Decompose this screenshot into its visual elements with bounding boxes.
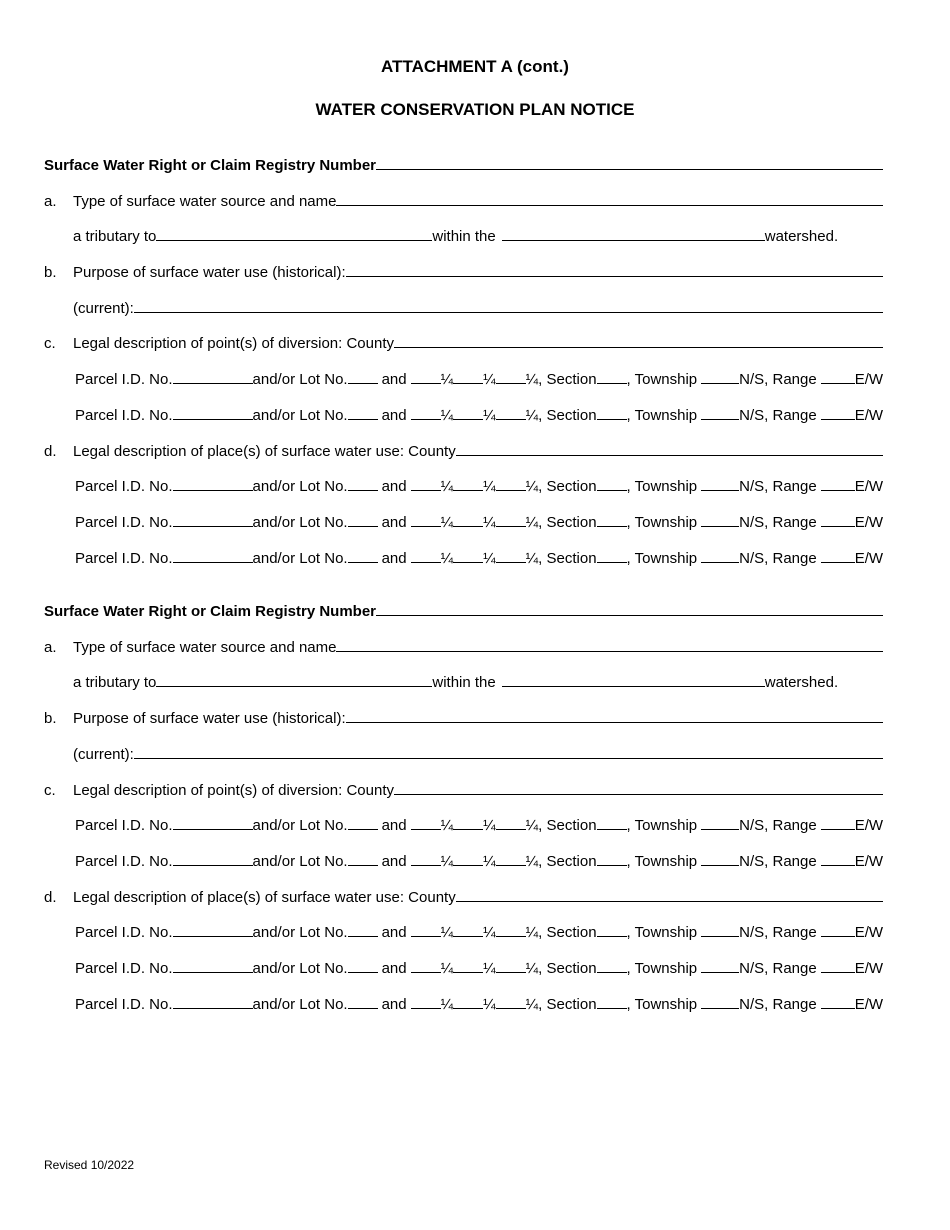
parcel-id-field[interactable] [173,816,253,830]
section-label: ¼, Section [525,996,597,1013]
current-label: (current): [73,300,134,317]
and-label: and [381,514,407,531]
quarter-field-3[interactable] [496,995,526,1009]
section-field[interactable] [597,549,627,563]
registry-number-field[interactable] [376,156,883,170]
parcel-id-label: Parcel I.D. No. [75,924,173,941]
township-label: , Township [626,924,698,941]
township-field[interactable] [701,816,739,830]
section-field[interactable] [597,513,627,527]
page-subtitle: WATER CONSERVATION PLAN NOTICE [315,100,635,119]
parcel-row [75,477,906,496]
current-row [73,299,883,318]
section-label: ¼, Section [525,817,597,834]
lot-label: and/or Lot No. [252,996,348,1013]
township-field[interactable] [701,995,739,1009]
quarter-field-3[interactable] [496,959,526,973]
within-label: within the [432,674,496,691]
lot-field[interactable] [348,852,378,866]
quarter-label-2: ¼ [483,550,496,567]
section-field[interactable] [597,406,627,420]
lot-label: and/or Lot No. [252,853,348,870]
quarter-field-3[interactable] [496,549,526,563]
quarter-field-2[interactable] [453,370,483,384]
watershed-field[interactable] [502,673,765,687]
lot-field[interactable] [348,816,378,830]
registry-number-field[interactable] [376,602,883,616]
diversion-row [44,781,883,800]
quarter-label-2: ¼ [483,478,496,495]
section-field[interactable] [597,816,627,830]
parcel-id-field[interactable] [173,370,253,384]
diversion-row [44,334,883,353]
source-row [44,192,883,211]
section-field[interactable] [597,370,627,384]
quarter-field-1[interactable] [411,477,441,491]
lot-label: and/or Lot No. [252,550,348,567]
range-label: N/S, Range [739,478,817,495]
quarter-label-2: ¼ [483,817,496,834]
quarter-field-2[interactable] [453,816,483,830]
range-field[interactable] [821,549,855,563]
parcel-id-label: Parcel I.D. No. [75,407,173,424]
source-label: Type of surface water source and name [73,639,337,656]
quarter-field-2[interactable] [453,923,483,937]
letter-c: c. [44,335,56,352]
parcel-row [75,406,906,425]
range-label: N/S, Range [739,960,817,977]
quarter-label-2: ¼ [483,371,496,388]
ew-label: E/W [854,817,884,834]
section-label: ¼, Section [525,960,597,977]
within-label: within the [432,228,496,245]
range-field[interactable] [821,513,855,527]
quarter-field-3[interactable] [496,406,526,420]
and-label: and [381,996,407,1013]
range-field[interactable] [821,995,855,1009]
ew-label: E/W [854,371,884,388]
diversion-label: Legal description of point(s) of diversion: County [73,782,395,799]
current-use-field[interactable] [134,299,883,313]
watershed-field[interactable] [502,227,765,241]
township-label: , Township [626,550,698,567]
tributary-row [73,227,838,246]
range-label: N/S, Range [739,853,817,870]
parcel-row [75,852,906,871]
place-use-county-field[interactable] [456,888,883,902]
registry-label: Surface Water Right or Claim Registry Number [44,603,377,620]
quarter-field-3[interactable] [496,513,526,527]
registry-label: Surface Water Right or Claim Registry Number [44,157,377,174]
parcel-id-label: Parcel I.D. No. [75,371,173,388]
source-name-field[interactable] [336,638,883,652]
quarter-label-2: ¼ [483,514,496,531]
registry-row [44,156,883,175]
quarter-label-1: ¼ [440,924,454,941]
ew-label: E/W [854,960,884,977]
quarter-label-1: ¼ [440,960,454,977]
quarter-label-2: ¼ [483,996,496,1013]
section-field[interactable] [597,923,627,937]
lot-label: and/or Lot No. [252,924,348,941]
lot-field[interactable] [348,923,378,937]
lot-label: and/or Lot No. [252,817,348,834]
range-label: N/S, Range [739,550,817,567]
quarter-field-2[interactable] [453,477,483,491]
township-field[interactable] [701,959,739,973]
township-label: , Township [626,996,698,1013]
section-field[interactable] [597,995,627,1009]
and-label: and [381,550,407,567]
township-field[interactable] [701,477,739,491]
diversion-county-field[interactable] [394,334,883,348]
range-label: N/S, Range [739,407,817,424]
quarter-label-2: ¼ [483,924,496,941]
section-field[interactable] [597,852,627,866]
township-field[interactable] [701,549,739,563]
place-use-label: Legal description of place(s) of surface water use: County [73,889,456,906]
parcel-id-field[interactable] [173,549,253,563]
township-label: , Township [626,853,698,870]
and-label: and [381,371,407,388]
ew-label: E/W [854,407,884,424]
quarter-field-1[interactable] [411,852,441,866]
watershed-label: watershed. [764,228,839,245]
letter-b: b. [44,710,57,727]
quarter-field-3[interactable] [496,477,526,491]
ew-label: E/W [854,478,884,495]
quarter-field-1[interactable] [411,923,441,937]
section-label: ¼, Section [525,853,597,870]
source-label: Type of surface water source and name [73,193,337,210]
letter-c: c. [44,782,56,799]
source-row [44,638,883,657]
parcel-row [75,923,906,942]
lot-field[interactable] [348,995,378,1009]
section-label: ¼, Section [525,478,597,495]
township-field[interactable] [701,406,739,420]
current-use-field[interactable] [134,745,883,759]
section-label: ¼, Section [525,550,597,567]
parcel-row [75,959,906,978]
quarter-label-2: ¼ [483,960,496,977]
parcel-id-field[interactable] [173,923,253,937]
section-field[interactable] [597,477,627,491]
section-label: ¼, Section [525,514,597,531]
lot-label: and/or Lot No. [252,478,348,495]
township-field[interactable] [701,923,739,937]
and-label: and [381,960,407,977]
township-label: , Township [626,960,698,977]
quarter-field-3[interactable] [496,816,526,830]
ew-label: E/W [854,996,884,1013]
parcel-id-label: Parcel I.D. No. [75,514,173,531]
place-use-county-field[interactable] [456,442,883,456]
quarter-field-2[interactable] [453,513,483,527]
quarter-label-1: ¼ [440,407,454,424]
ew-label: E/W [854,853,884,870]
quarter-field-1[interactable] [411,370,441,384]
place-use-row [44,442,883,461]
quarter-field-1[interactable] [411,406,441,420]
range-field[interactable] [821,959,855,973]
quarter-field-1[interactable] [411,513,441,527]
quarter-field-1[interactable] [411,959,441,973]
and-label: and [381,924,407,941]
quarter-field-2[interactable] [453,959,483,973]
parcel-id-field[interactable] [173,477,253,491]
quarter-field-3[interactable] [496,923,526,937]
parcel-row [75,549,906,568]
parcel-id-field[interactable] [173,959,253,973]
revision-date: Revised 10/2022 [44,1158,135,1172]
parcel-row [75,816,906,835]
ew-label: E/W [854,550,884,567]
parcel-id-field[interactable] [173,513,253,527]
ew-label: E/W [854,514,884,531]
quarter-field-2[interactable] [453,549,483,563]
parcel-id-field[interactable] [173,406,253,420]
parcel-id-label: Parcel I.D. No. [75,478,173,495]
parcel-id-field[interactable] [173,995,253,1009]
letter-d: d. [44,889,57,906]
historical-use-field[interactable] [346,263,883,277]
range-label: N/S, Range [739,996,817,1013]
page-title: ATTACHMENT A (cont.) [381,57,569,76]
lot-label: and/or Lot No. [252,514,348,531]
township-label: , Township [626,371,698,388]
quarter-field-1[interactable] [411,816,441,830]
parcel-row [75,995,906,1014]
purpose-row [44,709,883,728]
township-field[interactable] [701,852,739,866]
township-field[interactable] [701,370,739,384]
lot-field[interactable] [348,477,378,491]
lot-label: and/or Lot No. [252,407,348,424]
range-field[interactable] [821,816,855,830]
tributary-row [73,673,838,692]
parcel-id-label: Parcel I.D. No. [75,996,173,1013]
parcel-id-field[interactable] [173,852,253,866]
quarter-label-1: ¼ [440,371,454,388]
quarter-label-1: ¼ [440,478,454,495]
registry-row [44,602,883,621]
letter-a: a. [44,193,57,210]
purpose-label: Purpose of surface water use (historical): [73,710,346,727]
purpose-label: Purpose of surface water use (historical): [73,264,346,281]
and-label: and [381,853,407,870]
diversion-county-field[interactable] [394,781,883,795]
quarter-label-1: ¼ [440,514,454,531]
quarter-label-2: ¼ [483,853,496,870]
tributary-label: a tributary to [73,228,157,245]
township-label: , Township [626,514,698,531]
parcel-id-label: Parcel I.D. No. [75,960,173,977]
range-label: N/S, Range [739,514,817,531]
watershed-label: watershed. [764,674,839,691]
lot-field[interactable] [348,549,378,563]
ew-label: E/W [854,924,884,941]
quarter-field-2[interactable] [453,406,483,420]
section-label: ¼, Section [525,407,597,424]
parcel-row [75,370,906,389]
place-use-row [44,888,883,907]
range-field[interactable] [821,852,855,866]
range-field[interactable] [821,406,855,420]
lot-field[interactable] [348,406,378,420]
current-row [73,745,883,764]
tributary-label: a tributary to [73,674,157,691]
quarter-field-2[interactable] [453,852,483,866]
section-label: ¼, Section [525,371,597,388]
quarter-field-1[interactable] [411,549,441,563]
lot-field[interactable] [348,370,378,384]
letter-d: d. [44,443,57,460]
parcel-row [75,513,906,532]
range-label: N/S, Range [739,817,817,834]
quarter-label-1: ¼ [440,853,454,870]
quarter-field-3[interactable] [496,852,526,866]
range-field[interactable] [821,923,855,937]
range-label: N/S, Range [739,371,817,388]
quarter-label-1: ¼ [440,550,454,567]
lot-label: and/or Lot No. [252,960,348,977]
township-field[interactable] [701,513,739,527]
parcel-id-label: Parcel I.D. No. [75,853,173,870]
range-label: N/S, Range [739,924,817,941]
tributary-field[interactable] [156,673,432,687]
quarter-label-1: ¼ [440,817,454,834]
and-label: and [381,407,407,424]
current-label: (current): [73,746,134,763]
and-label: and [381,478,407,495]
range-field[interactable] [821,370,855,384]
quarter-label-1: ¼ [440,996,454,1013]
section-field[interactable] [597,959,627,973]
lot-field[interactable] [348,959,378,973]
lot-field[interactable] [348,513,378,527]
letter-a: a. [44,639,57,656]
quarter-label-2: ¼ [483,407,496,424]
section-label: ¼, Section [525,924,597,941]
tributary-field[interactable] [156,227,432,241]
parcel-id-label: Parcel I.D. No. [75,550,173,567]
range-field[interactable] [821,477,855,491]
parcel-id-label: Parcel I.D. No. [75,817,173,834]
township-label: , Township [626,817,698,834]
diversion-label: Legal description of point(s) of diversion: County [73,335,395,352]
lot-label: and/or Lot No. [252,371,348,388]
purpose-row [44,263,883,282]
township-label: , Township [626,407,698,424]
quarter-field-3[interactable] [496,370,526,384]
source-name-field[interactable] [336,192,883,206]
historical-use-field[interactable] [346,709,883,723]
township-label: , Township [626,478,698,495]
quarter-field-2[interactable] [453,995,483,1009]
and-label: and [381,817,407,834]
place-use-label: Legal description of place(s) of surface water use: County [73,443,456,460]
letter-b: b. [44,264,57,281]
quarter-field-1[interactable] [411,995,441,1009]
